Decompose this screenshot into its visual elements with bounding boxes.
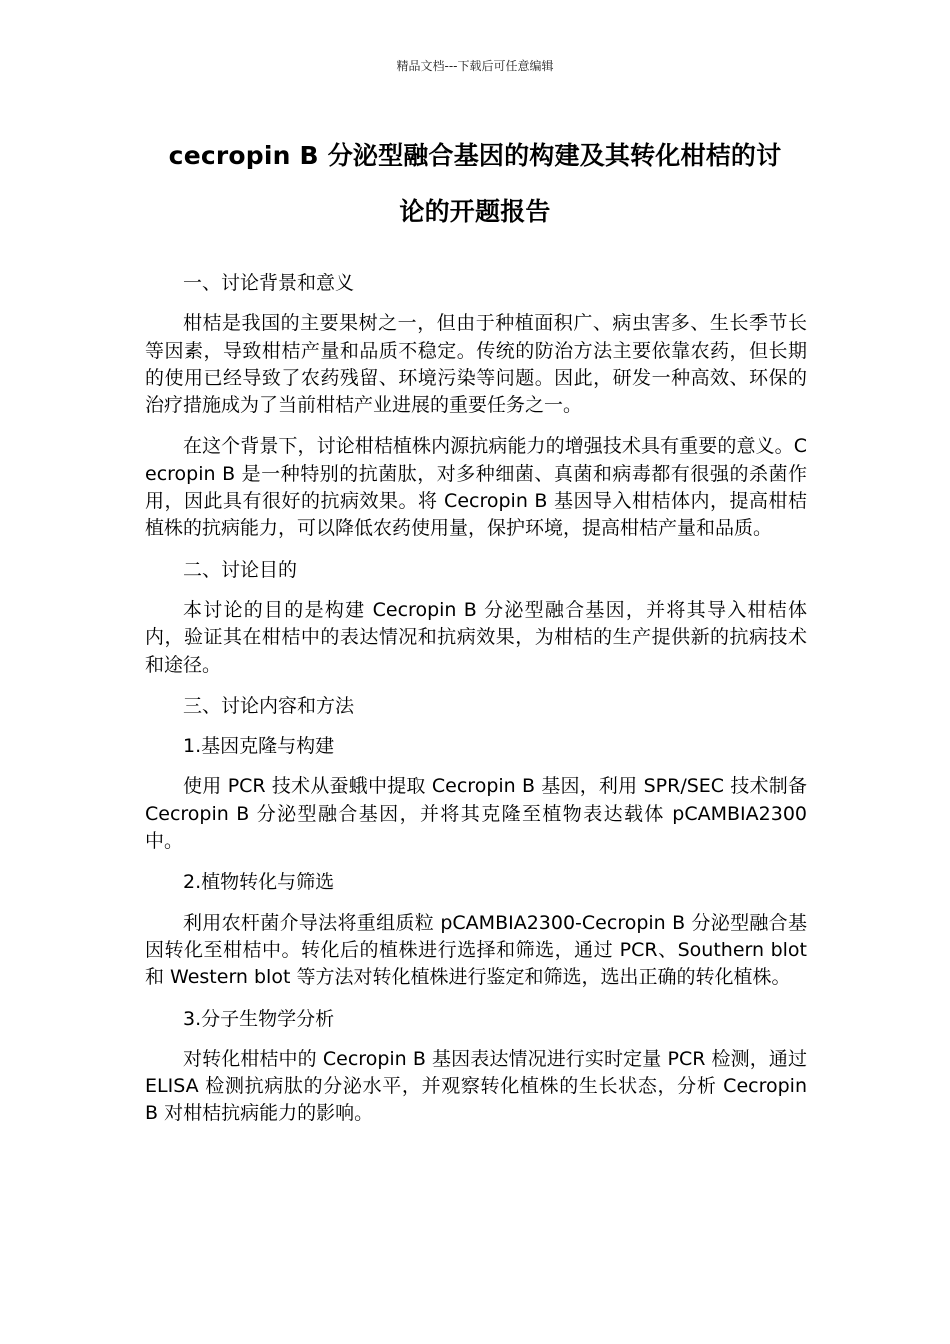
section-heading-purpose: 二、讨论目的 (183, 558, 298, 581)
paragraph-gene-cloning: 使用 PCR 技术从蚕蛾中提取 Cecropin B 基因，利用 SPR/SEC 技术制备 Cecropin B 分泌型融合基因，并将其克隆至植物表达载体 pCAMBIA2300 中。 (145, 775, 807, 853)
page-title-line-2: 论的开题报告 (399, 197, 551, 226)
paragraph-purpose: 本讨论的目的是构建 Cecropin B 分泌型融合基因，并将其导入柑桔体内，验证其在柑桔中的表达情况和抗病效果，为柑桔的生产提供新的抗病技术和途径。 (145, 598, 807, 676)
subheading-gene-cloning: 1.基因克隆与构建 (183, 735, 335, 758)
subheading-molecular-analysis: 3.分子生物学分析 (183, 1007, 335, 1030)
section-heading-methods: 三、讨论内容和方法 (183, 694, 355, 717)
paragraph-background-1: 柑桔是我国的主要果树之一，但由于种植面积广、病虫害多、生长季节长等因素，导致柑桔产量和品质不稳定。传统的防治方法主要依靠农药，但长期的使用已经导致了农药残留、环境污染等问题。因此，研发一种高效、环保的治疗措施成为了当前柑桔产业进展的重要任务之一。 (145, 312, 807, 417)
page-title-line-1: cecropin B 分泌型融合基因的构建及其转化柑桔的讨 (168, 141, 782, 170)
paragraph-molecular-analysis: 对转化柑桔中的 Cecropin B 基因表达情况进行实时定量 PCR 检测，通过 ELISA 检测抗病肽的分泌水平，并观察转化植株的生长状态，分析 Cecropin B 对柑桔抗病能力的影响。 (145, 1047, 807, 1125)
section-heading-background: 一、讨论背景和意义 (183, 272, 355, 294)
header-note: 精品文档---下载后可任意编辑 (396, 59, 554, 73)
document-body (145, 270, 807, 1142)
paragraph-plant-transformation: 利用农杆菌介导法将重组质粒 pCAMBIA2300-Cecropin B 分泌型融合基因转化至柑桔中。转化后的植株进行选择和筛选，通过 PCR、Southern blot 和 Western blot 等方法对转化植株进行鉴定和筛选，选出正确的转化植株。 (145, 911, 807, 989)
paragraph-background-2: 在这个背景下，讨论柑桔植株内源抗病能力的增强技术具有重要的意义。Cecropin B 是一种特别的抗菌肽，对多种细菌、真菌和病毒都有很强的杀菌作用，因此具有很好的抗病效果。将 Cecropin B 基因导入柑桔体内，提高柑桔植株的抗病能力，可以降低农药使用量，保护环境，提高柑桔产量和品质。 (145, 435, 807, 540)
subheading-plant-transformation: 2.植物转化与筛选 (183, 871, 335, 894)
